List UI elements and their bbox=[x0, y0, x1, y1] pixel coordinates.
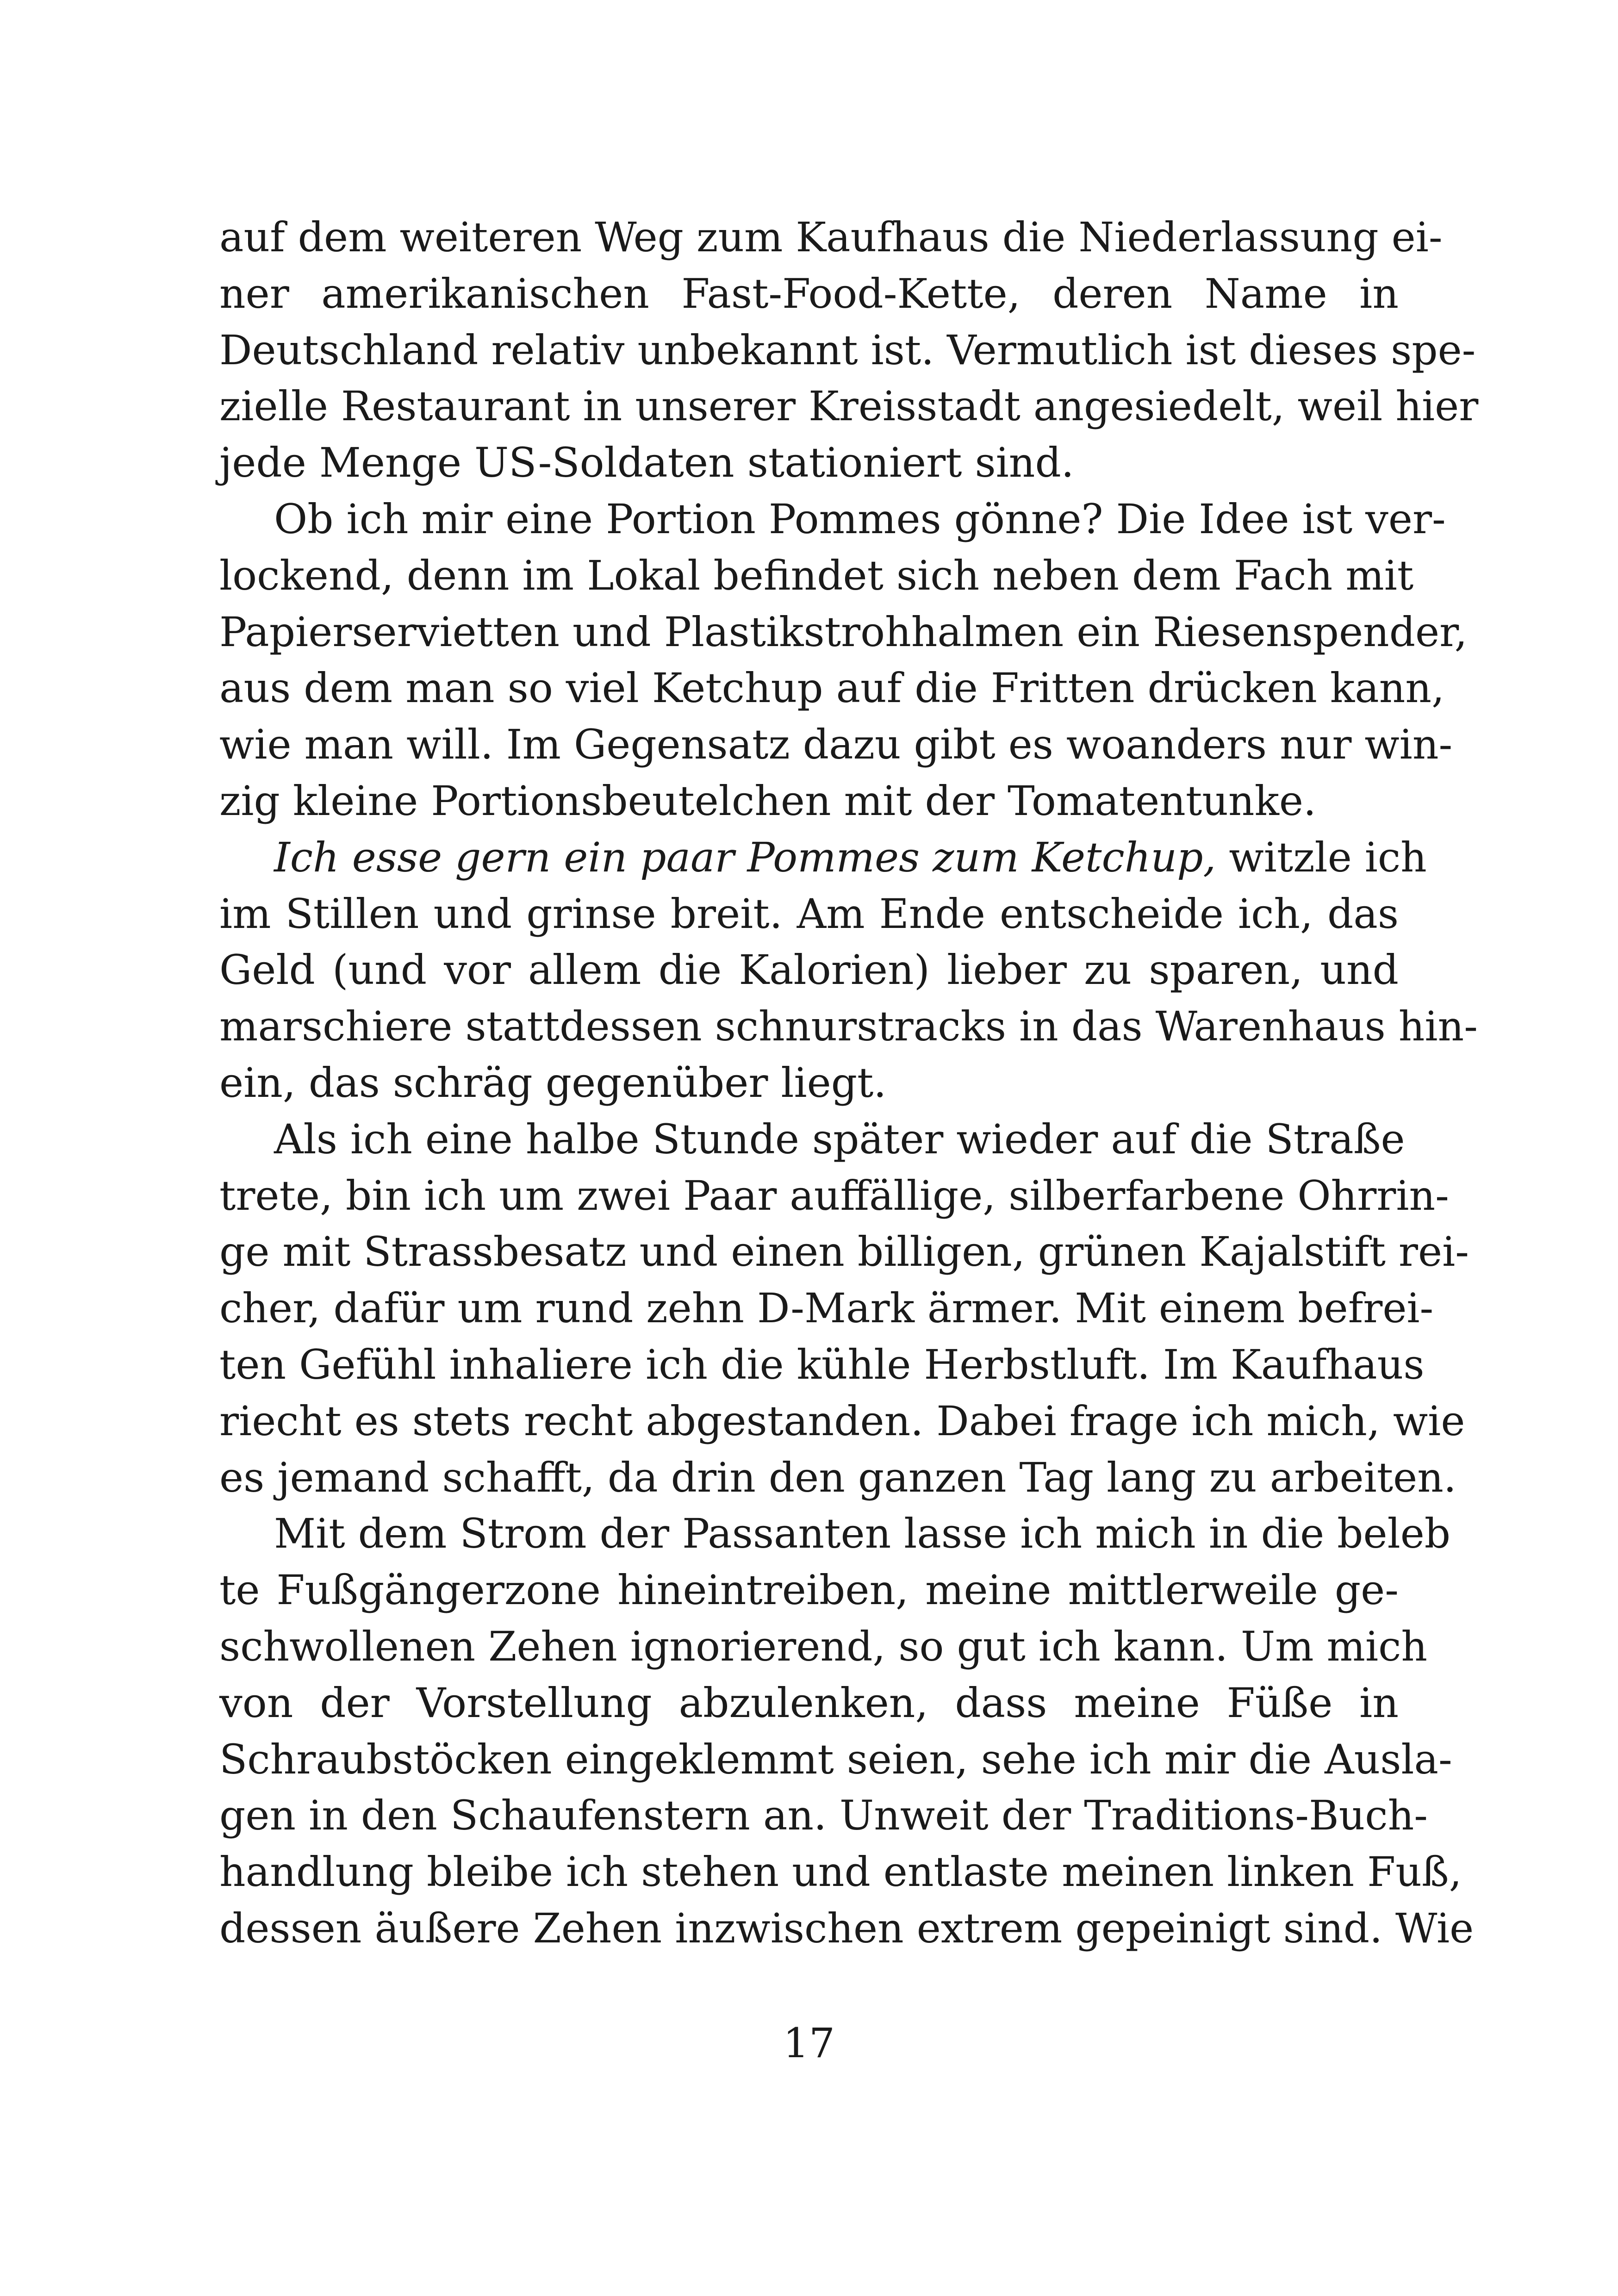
text-line: dessen äußere Zehen inzwischen extrem gepeinigt sind. Wie bbox=[219, 1904, 1474, 1952]
text-line bbox=[219, 829, 1427, 886]
text-line: aus dem man so viel Ketchup auf die Fritten drücken kann, bbox=[219, 664, 1445, 712]
text-line: handlung bleibe ich stehen und entlaste meinen linken Fuß, bbox=[219, 1848, 1462, 1896]
text-line: trete, bin ich um zwei Paar auffällige, silberfarbene Ohrrin- bbox=[219, 1171, 1449, 1220]
text-line: Als ich eine halbe Stunde später wieder auf die Straße bbox=[274, 1115, 1405, 1163]
text-line: lockend, denn im Lokal befindet sich neben dem Fach mit bbox=[219, 551, 1414, 599]
text-run: witzle ich bbox=[1216, 833, 1427, 881]
text-line: marschiere stattdessen schnurstracks in das Warenhaus hin- bbox=[219, 1002, 1478, 1051]
text-line: zielle Restaurant in unserer Kreisstadt angesiedelt, weil hier bbox=[219, 382, 1479, 430]
text-line: im Stillen und grinse breit. Am Ende entscheide ich, das bbox=[219, 890, 1399, 938]
text-line: Schraubstöcken eingeklemmt seien, sehe ich mir die Ausla- bbox=[219, 1735, 1452, 1783]
text-line: Geld (und vor allem die Kalorien) lieber zu sparen, und bbox=[219, 946, 1399, 994]
text-line: riecht es stets recht abgestanden. Dabei frage ich mich, wie bbox=[219, 1397, 1465, 1445]
text-line: ner amerikanischen Fast-Food-Kette, deren Name in bbox=[219, 269, 1399, 317]
text-line: auf dem weiteren Weg zum Kaufhaus die Niederlassung ei- bbox=[219, 213, 1443, 261]
text-line: jede Menge US-Soldaten stationiert sind. bbox=[219, 439, 1074, 487]
body-text bbox=[219, 209, 1479, 1957]
text-line: ten Gefühl inhaliere ich die kühle Herbstluft. Im Kaufhaus bbox=[219, 1340, 1425, 1388]
text-line: von der Vorstellung abzulenken, dass meine Füße in bbox=[219, 1679, 1399, 1727]
text-line: Ob ich mir eine Portion Pommes gönne? Die Idee ist ver- bbox=[274, 495, 1446, 543]
text-line: cher, dafür um rund zehn D-Mark ärmer. Mit einem befrei- bbox=[219, 1284, 1434, 1332]
page-number: 17 bbox=[783, 2019, 835, 2067]
text-line: zig kleine Portionsbeutelchen mit der Tomatentunke. bbox=[219, 777, 1316, 825]
text-line: ge mit Strassbesatz und einen billigen, grünen Kajalstift rei- bbox=[219, 1228, 1469, 1276]
text-line: Deutschland relativ unbekannt ist. Vermutlich ist dieses spe- bbox=[219, 326, 1476, 374]
text-line: es jemand schafft, da drin den ganzen Tag lang zu arbeiten. bbox=[219, 1453, 1456, 1501]
text-line: gen in den Schaufenstern an. Unweit der Traditions-Buch- bbox=[219, 1792, 1428, 1840]
text-line: Papierservietten und Plastikstrohhalmen ein Riesenspender, bbox=[219, 608, 1468, 656]
text-line: Mit dem Strom der Passanten lasse ich mich in die beleb bbox=[274, 1510, 1451, 1558]
italic-thought: Ich esse gern ein paar Pommes zum Ketchup, bbox=[274, 833, 1216, 881]
text-line: ein, das schräg gegenüber liegt. bbox=[219, 1058, 887, 1107]
text-line: schwollenen Zehen ignorierend, so gut ich kann. Um mich bbox=[219, 1622, 1428, 1670]
text-line: te Fußgängerzone hineintreiben, meine mittlerweile ge- bbox=[219, 1566, 1399, 1614]
text-line: wie man will. Im Gegensatz dazu gibt es woanders nur win- bbox=[219, 721, 1453, 769]
